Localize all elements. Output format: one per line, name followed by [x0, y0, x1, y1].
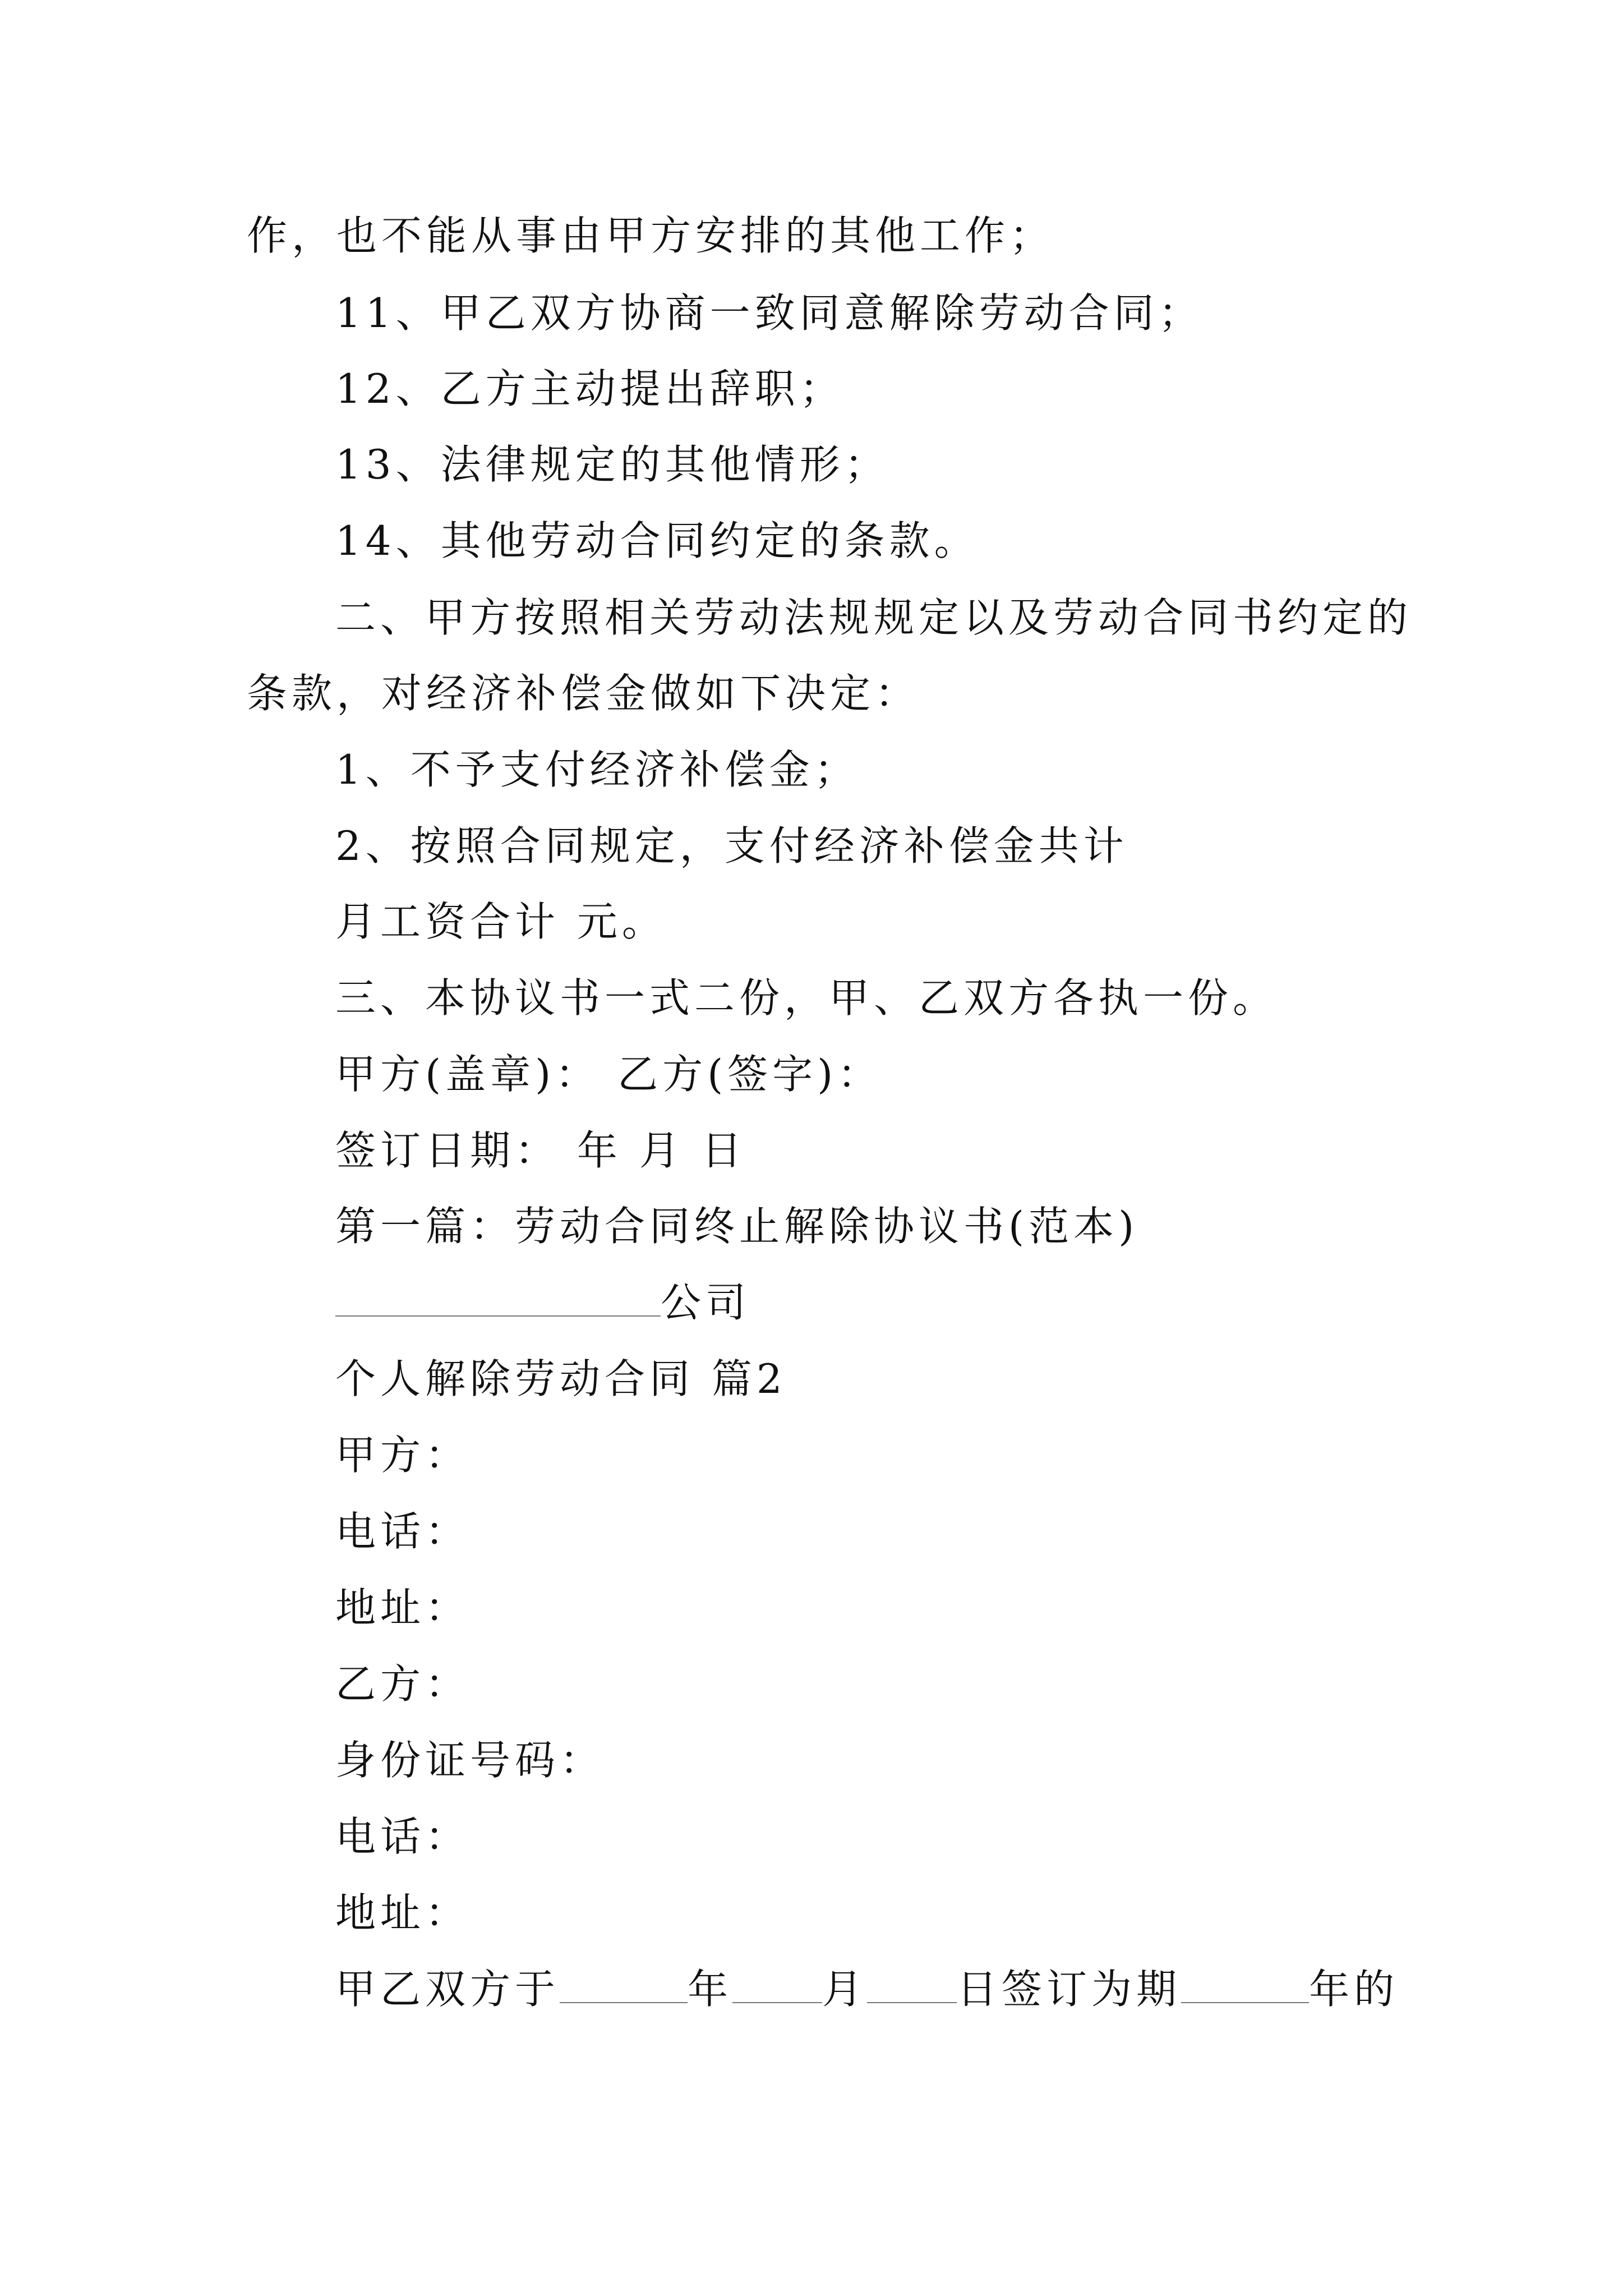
term-years-blank — [1181, 1966, 1309, 2003]
party-a-address-label: 地址： — [335, 1584, 471, 1631]
party-b-id-label: 身份证号码： — [335, 1737, 605, 1784]
list-item-12: 12、乙方主动提出辞职； — [335, 365, 845, 412]
term-text-5: 年的 — [1309, 1966, 1399, 2013]
term-text-3: 月 — [822, 1966, 868, 2013]
party-b-address-label: 地址： — [335, 1889, 471, 1936]
company-line — [335, 1276, 750, 1329]
contract-term-line — [335, 1962, 1399, 2016]
text-line: 作，也不能从事由甲方安排的其他工作； — [247, 212, 1055, 259]
chapter-heading: 第一篇：劳动合同终止解除协议书(范本) — [335, 1203, 1139, 1250]
list-item-14: 14、其他劳动合同约定的条款。 — [335, 517, 979, 564]
party-a-label: 甲方： — [335, 1432, 471, 1479]
year-blank — [560, 1966, 688, 2003]
term-text-4: 日签订为期 — [957, 1966, 1182, 2013]
term-text-2: 年 — [688, 1966, 733, 2013]
section-three: 三、本协议书一式二份，甲、乙双方各执一份。 — [335, 974, 1278, 1022]
list-item-11: 11、甲乙双方协商一致同意解除劳动合同； — [335, 289, 1204, 337]
company-name-blank — [335, 1280, 661, 1317]
day-blank — [867, 1966, 957, 2003]
list-item-13: 13、法律规定的其他情形； — [335, 441, 889, 488]
compensation-total: 月工资合计 元。 — [335, 898, 667, 945]
compensation-option-2: 2、按照合同规定，支付经济补偿金共计 — [335, 822, 1128, 869]
party-b-label: 乙方： — [335, 1660, 471, 1708]
signature-line: 甲方(盖章)： 乙方(签字)： — [335, 1051, 883, 1098]
term-text-1: 甲乙双方于 — [335, 1966, 560, 2013]
contract-title: 个人解除劳动合同 篇2 — [335, 1355, 787, 1402]
company-suffix: 公司 — [661, 1279, 751, 1326]
party-b-phone-label: 电话： — [335, 1813, 471, 1860]
section-two-heading: 二、甲方按照相关劳动法规规定以及劳动合同书约定的 — [335, 594, 1413, 641]
party-a-phone-label: 电话： — [335, 1508, 471, 1555]
month-blank — [732, 1966, 822, 2003]
signing-date: 签订日期： 年 月 日 — [335, 1127, 746, 1174]
compensation-option-1: 1、不予支付经济补偿金； — [335, 746, 859, 793]
section-two-continuation: 条款，对经济补偿金做如下决定： — [247, 670, 920, 717]
